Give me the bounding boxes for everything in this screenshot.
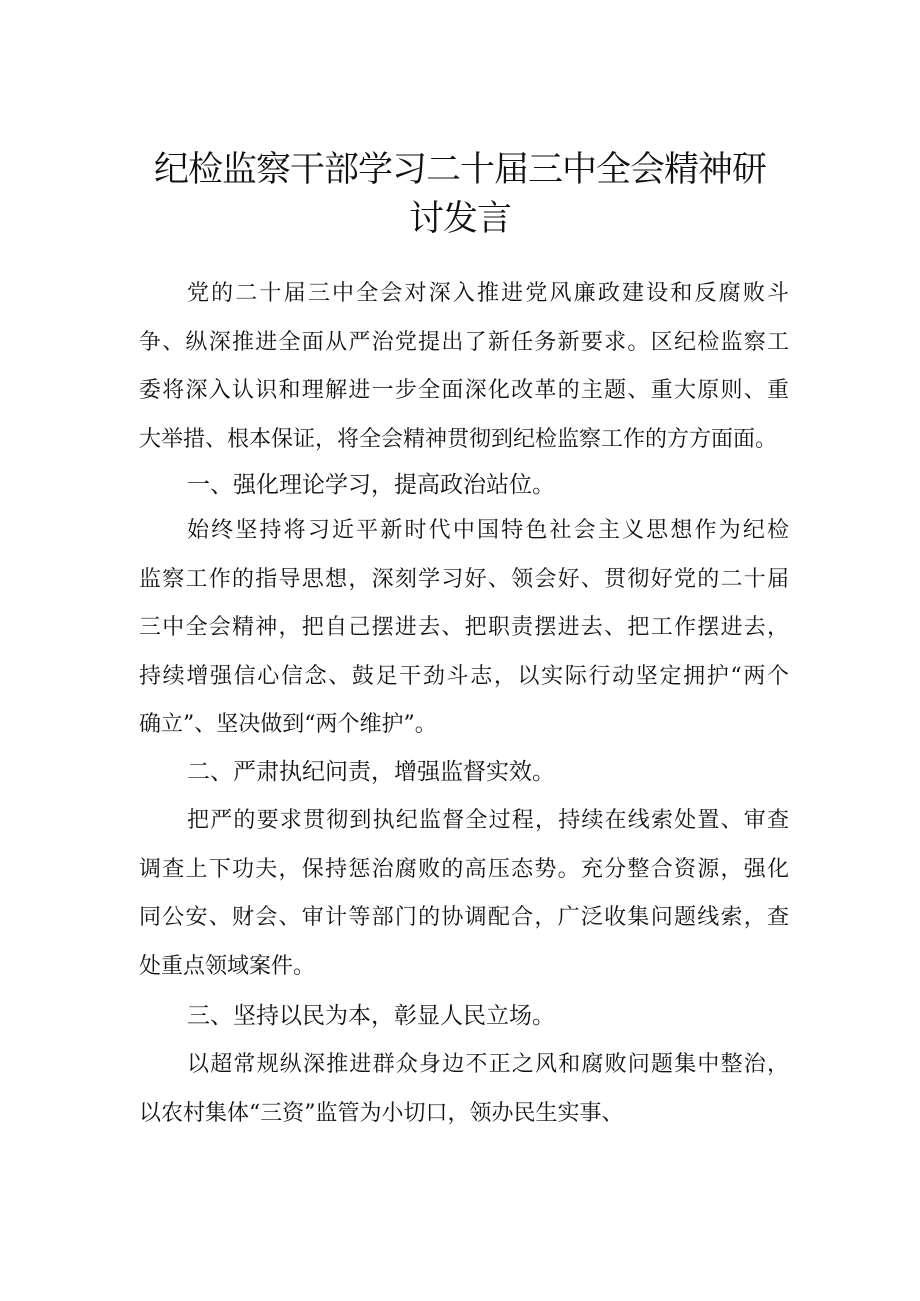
section1-line: 监察工作的指导思想，深刻学习好、领会好、贯彻好党的二十届 [139, 566, 791, 592]
section3-line: 以超常规纵深推进群众身边不正之风和腐败问题集中整治， [187, 1052, 791, 1077]
section1-line: 三中全会精神，把自己摆进去、把职责摆进去、把工作摆进去， [139, 615, 791, 640]
section1-line: 持续增强信心信念、鼓足干劲斗志，以实际行动坚定拥护“两个 [139, 663, 791, 689]
section1-paragraph [139, 507, 792, 750]
intro-line: 党的二十届三中全会对深入推进党风廉政建设和反腐败斗 [187, 281, 792, 306]
section2-paragraph [139, 797, 789, 991]
section3-paragraph [139, 1041, 789, 1138]
section2-line: 调查上下功夫，保持惩治腐败的高压态势。充分整合资源，强化 [139, 856, 791, 882]
intro-line: 委将深入认识和理解进一步全面深化改革的主题、重大原则、重 [139, 378, 791, 403]
document-title-line2: 讨发言 [408, 199, 511, 239]
section2-line: 把严的要求贯彻到执纪监督全过程，持续在线索处置、审查 [187, 808, 791, 833]
intro-line: 大举措、根本保证，将全会精神贯彻到纪检监察工作的方方面面。 [139, 426, 778, 452]
section1-line: 始终坚持将习近平新时代中国特色社会主义思想作为纪检 [187, 518, 792, 543]
section3-heading: 三、坚持以民为本，彰显人民立场。 [187, 1003, 555, 1029]
intro-line: 争、纵深推进全面从严治党提出了新任务新要求。区纪检监察工 [139, 329, 791, 355]
document-title-line1: 纪检监察干部学习二十届三中全会精神研 [153, 150, 766, 190]
section1-line: 确立”、坚决做到“两个维护”。 [139, 712, 437, 737]
intro-paragraph [139, 270, 792, 464]
section2-line: 同公安、财会、审计等部门的协调配合，广泛收集问题线索，查 [139, 905, 791, 930]
section3-line: 以农村集体“三资”监管为小切口，领办民生实事、 [139, 1100, 624, 1126]
section2-heading: 二、严肃执纪问责，增强监督实效。 [187, 759, 555, 785]
section1-heading: 一、强化理论学习，提高政治站位。 [187, 472, 555, 498]
section2-line: 处重点领域案件。 [139, 953, 316, 979]
